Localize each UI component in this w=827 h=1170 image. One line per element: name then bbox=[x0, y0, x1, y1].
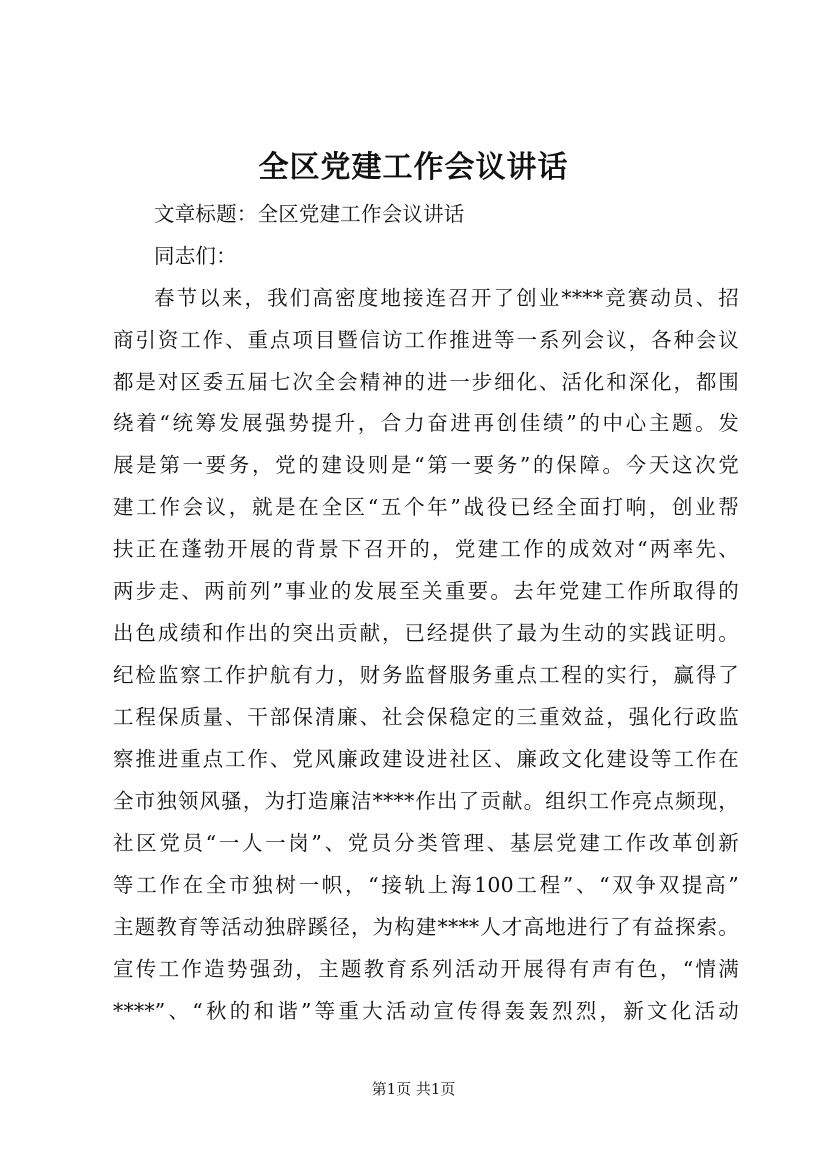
document-title: 全区党建工作会议讲话 bbox=[258, 150, 569, 185]
paragraph-line: 纪检监察工作护航有力，财务监督服务重点工程的实行，赢得了 bbox=[113, 663, 739, 687]
paragraph-line: 社区党员“一人一岗”、党员分类管理、基层党建工作改革创新 bbox=[113, 831, 739, 855]
paragraph-line: 都是对区委五届七次全会精神的进一步细化、活化和深化，都围 bbox=[113, 370, 739, 394]
paragraph-line: ****”、“秋的和谐”等重大活动宣传得轰轰烈烈，新文化活动 bbox=[113, 999, 739, 1023]
paragraph-line: 建工作会议，就是在全区“五个年”战役已经全面打响，创业帮 bbox=[113, 495, 739, 519]
paragraph-line: 展是第一要务，党的建设则是“第一要务”的保障。今天这次党 bbox=[113, 453, 739, 477]
paragraph-line: 全市独领风骚，为打造廉洁****作出了贡献。组织工作亮点频现， bbox=[113, 789, 739, 813]
salutation-line: 同志们： bbox=[154, 244, 237, 268]
article-title-line: 文章标题：全区党建工作会议讲话 bbox=[154, 202, 465, 226]
paragraph-line: 春节以来，我们高密度地接连召开了创业****竞赛动员、招 bbox=[154, 286, 739, 310]
paragraph-line: 工程保质量、干部保清廉、社会保稳定的三重效益，强化行政监 bbox=[113, 705, 739, 729]
paragraph-line: 扶正在蓬勃开展的背景下召开的，党建工作的成效对“两率先、 bbox=[113, 537, 739, 561]
page-number-footer: 第1页 共1页 bbox=[371, 1080, 456, 1098]
paragraph-line: 等工作在全市独树一帜，“接轨上海100工程”、“双争双提高” bbox=[113, 873, 739, 897]
paragraph-line: 绕着“统筹发展强势提升，合力奋进再创佳绩”的中心主题。发 bbox=[113, 411, 739, 435]
paragraph-line: 宣传工作造势强劲，主题教育系列活动开展得有声有色，“情满 bbox=[113, 957, 739, 981]
paragraph-line: 主题教育等活动独辟蹊径，为构建****人才高地进行了有益探索。 bbox=[113, 915, 739, 939]
paragraph-line: 察推进重点工作、党风廉政建设进社区、廉政文化建设等工作在 bbox=[113, 747, 739, 771]
paragraph-line: 两步走、两前列”事业的发展至关重要。去年党建工作所取得的 bbox=[113, 579, 739, 603]
paragraph-line: 商引资工作、重点项目暨信访工作推进等一系列会议，各种会议 bbox=[113, 328, 739, 352]
paragraph-line: 出色成绩和作出的突出贡献，已经提供了最为生动的实践证明。 bbox=[113, 621, 739, 645]
